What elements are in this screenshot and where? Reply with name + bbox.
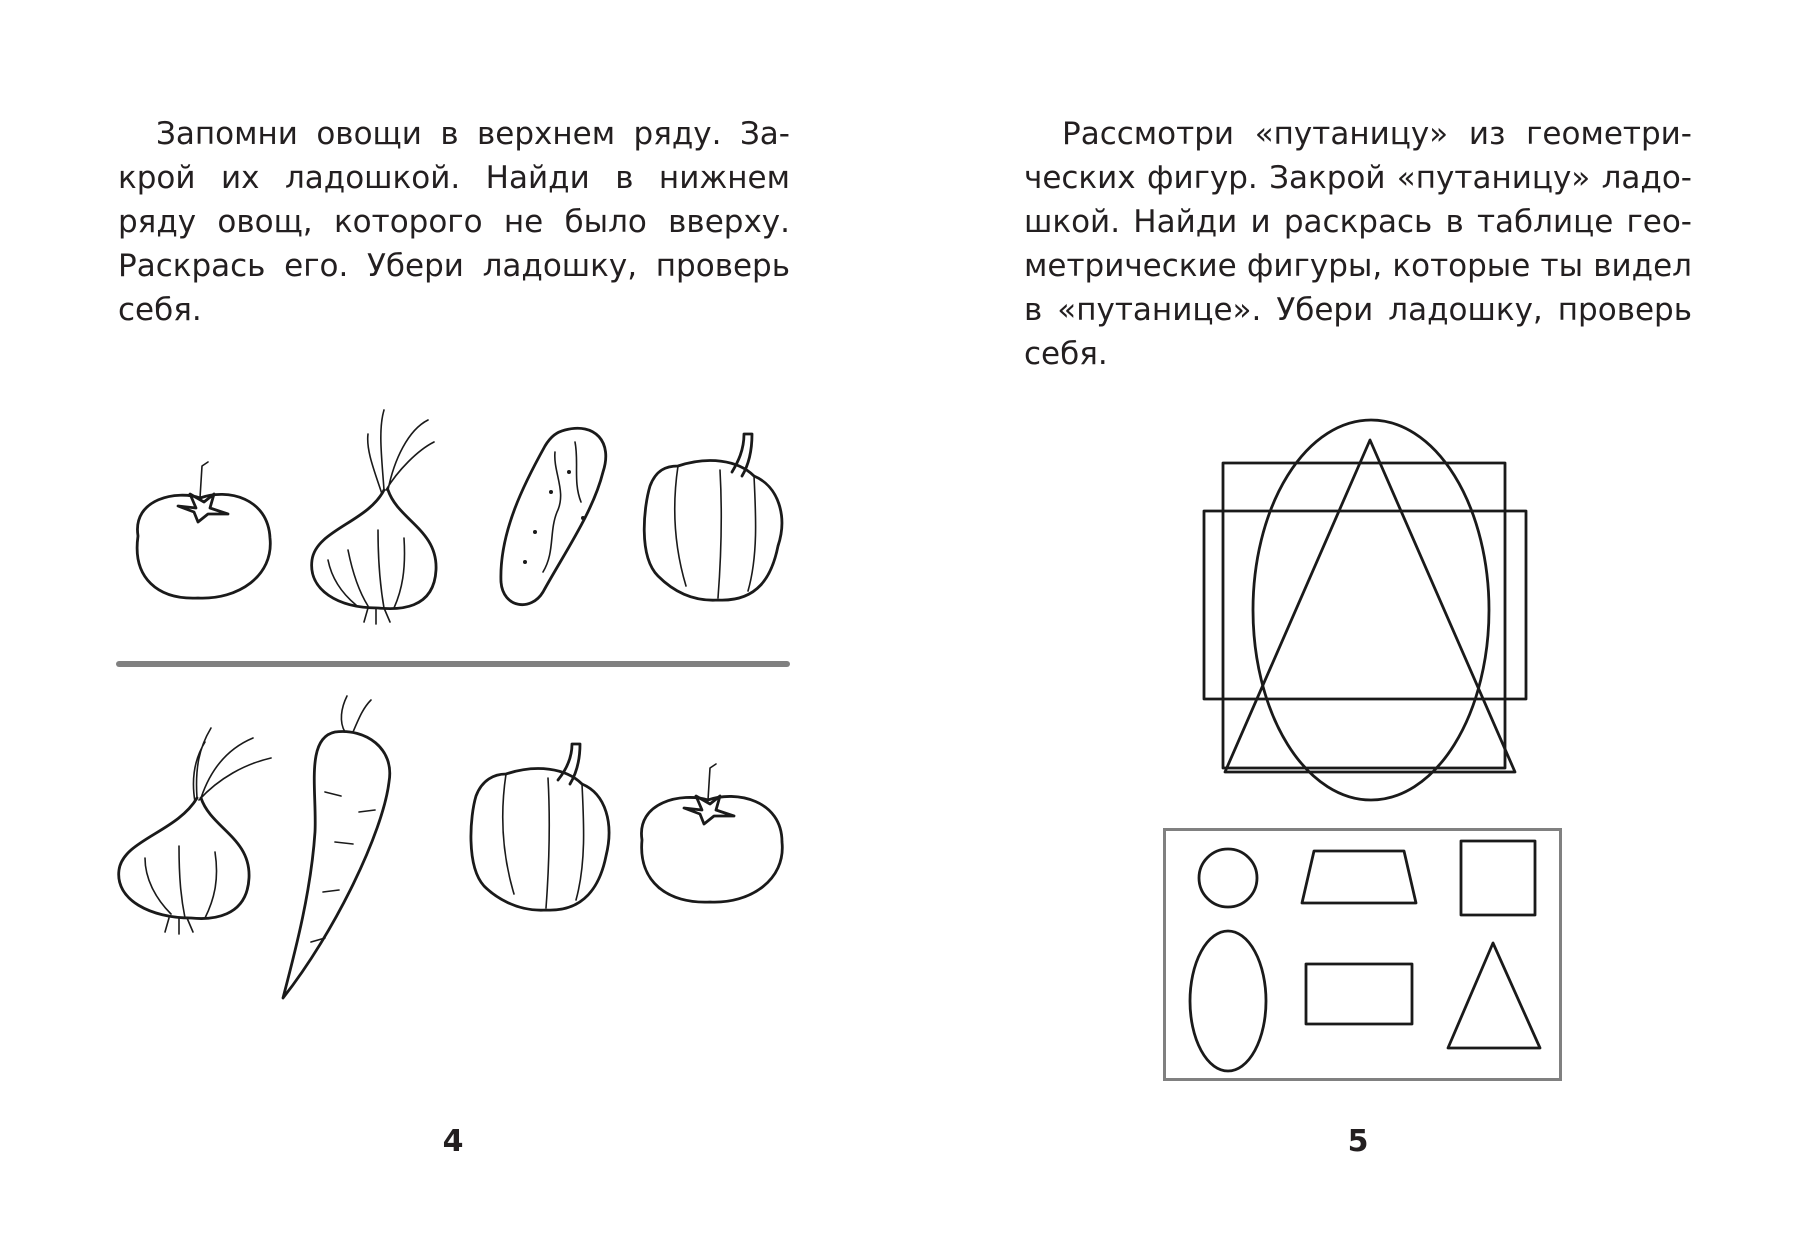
right-instruction-line: ческих фигур. Закрой «путаницу» ладо-: [1024, 160, 1692, 196]
tangle-triangle: [1225, 440, 1515, 772]
onion-icon: [308, 410, 448, 630]
onion-icon: [115, 728, 275, 938]
shape-table: [1163, 828, 1562, 1081]
page-number: 4: [442, 1124, 464, 1159]
tangle-ellipse: [1253, 420, 1489, 800]
row-divider: [116, 661, 790, 667]
table-triangle[interactable]: [1448, 943, 1540, 1048]
shape-tangle: [1200, 415, 1530, 819]
tomato-icon: [118, 458, 278, 608]
right-instruction-line: шкой. Найди и раскрась в таблице гео-: [1024, 204, 1692, 240]
right-instruction-line: в «путанице». Убери ладошку, проверь: [1024, 292, 1692, 328]
left-instruction-line: ряду овощ, которого не было вверху.: [118, 204, 790, 240]
right-instruction-line: метрические фигуры, которые ты видел: [1024, 248, 1692, 284]
bell-pepper-icon: [466, 744, 616, 924]
table-rectangle[interactable]: [1306, 964, 1412, 1024]
table-square[interactable]: [1461, 841, 1535, 915]
carrot-icon: [275, 692, 435, 1002]
table-circle[interactable]: [1199, 849, 1257, 907]
bell-pepper-icon: [638, 426, 788, 606]
tomato-icon: [632, 760, 792, 910]
page-number: 5: [1347, 1124, 1369, 1159]
right-page: [900, 0, 1800, 1253]
tangle-rectangle-tall: [1223, 463, 1505, 768]
left-instruction-line: крой их ладошкой. Найди в нижнем: [118, 160, 790, 196]
right-instruction-line: себя.: [1024, 336, 1108, 372]
left-instruction: [118, 112, 790, 332]
right-instruction: [1024, 112, 1692, 376]
right-instruction-line: Рассмотри «путаницу» из геометри-: [1062, 116, 1692, 152]
left-instruction-line: себя.: [118, 292, 202, 328]
left-instruction-line: Запомни овощи в верхнем ряду. За-: [156, 116, 790, 152]
left-instruction-line: Раскрась его. Убери ладошку, проверь: [118, 248, 790, 284]
cucumber-icon: [495, 422, 615, 612]
table-ellipse[interactable]: [1190, 931, 1266, 1071]
table-trapezoid[interactable]: [1302, 851, 1416, 903]
